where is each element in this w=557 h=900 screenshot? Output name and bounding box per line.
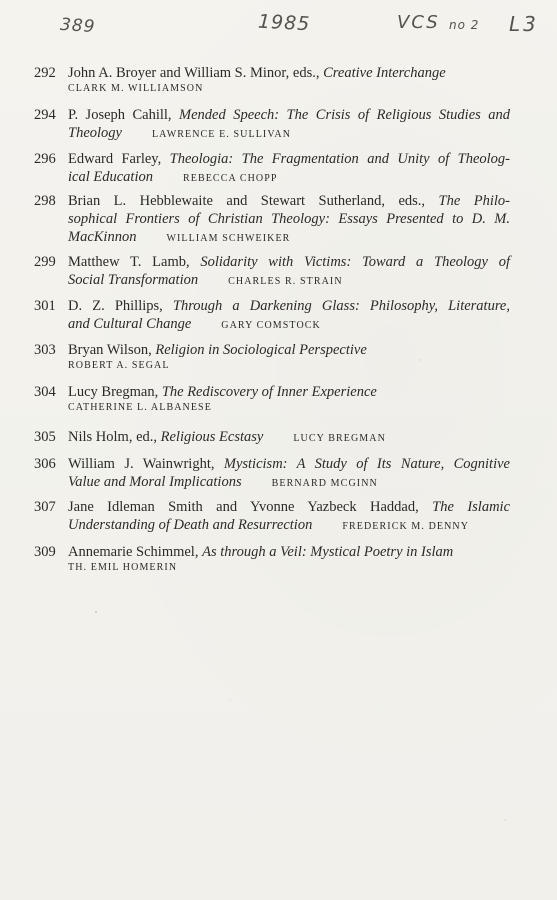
page-number: 292 bbox=[34, 65, 56, 81]
citation-line bbox=[68, 150, 510, 168]
book-title: Through a Darkening Glass: Philosophy, Literature, bbox=[172, 298, 510, 314]
book-title: Mysticism: A Study of Its Nature, Cognitive bbox=[223, 456, 510, 472]
citation-line bbox=[68, 192, 510, 210]
reviewer-name: GARY COMSTOCK bbox=[221, 320, 321, 331]
handwritten-note: VCS bbox=[397, 12, 440, 33]
book-title-continued: ical Education bbox=[68, 169, 153, 185]
citation-line bbox=[68, 543, 510, 561]
citation-line bbox=[68, 124, 510, 144]
page-number: 303 bbox=[34, 342, 56, 358]
reviewer-name: LAWRENCE E. SULLIVAN bbox=[151, 129, 292, 140]
page-number: 307 bbox=[34, 499, 56, 515]
reviewer-name: CLARK M. WILLIAMSON bbox=[68, 83, 204, 94]
page-number: 296 bbox=[34, 151, 56, 167]
reviewer-name: ROBERT A. SEGAL bbox=[68, 360, 170, 371]
reviewer-name: CATHERINE L. ALBANESE bbox=[68, 402, 212, 413]
book-title-continued: and Cultural Change bbox=[68, 316, 192, 332]
book-title: Religious Ecstasy bbox=[160, 429, 264, 445]
book-title: Religion in Sociological Perspective bbox=[155, 342, 367, 358]
book-author: Matthew T. Lamb, bbox=[68, 254, 190, 270]
book-title-continued: Value and Moral Implications bbox=[68, 474, 242, 490]
citation-line bbox=[68, 455, 510, 473]
book-author: William J. Wainwright, bbox=[68, 456, 215, 472]
entry-text bbox=[68, 192, 510, 248]
book-author: Jane Idleman Smith and Yvonne Yazbeck Haddad, bbox=[68, 499, 419, 515]
reviewer-name: BERNARD MCGINN bbox=[271, 478, 378, 489]
citation-line bbox=[68, 428, 510, 448]
citation-line bbox=[68, 383, 510, 401]
entry-text bbox=[68, 150, 510, 188]
citation-line bbox=[68, 516, 510, 536]
handwritten-note: 389 bbox=[59, 14, 97, 38]
book-author: Edward Farley, bbox=[68, 151, 162, 167]
book-author: D. Z. Phillips, bbox=[68, 298, 163, 314]
handwritten-note: no 2 bbox=[449, 18, 480, 32]
entry-text bbox=[68, 428, 510, 448]
book-title-continued: Social Transformation bbox=[68, 272, 199, 288]
citation-line bbox=[68, 271, 510, 291]
entry-text bbox=[68, 106, 510, 144]
handwritten-note: L3 bbox=[509, 12, 539, 36]
citation-line bbox=[68, 498, 510, 516]
page-number: 299 bbox=[34, 254, 56, 270]
book-title-continued: Understanding of Death and Resurrection bbox=[68, 517, 313, 533]
book-author: Nils Holm, ed., bbox=[68, 429, 158, 445]
page-number: 294 bbox=[34, 107, 56, 123]
citation-line bbox=[68, 106, 510, 124]
citation-line bbox=[68, 315, 510, 335]
book-title: Mended Speech: The Crisis of Religious Studies and bbox=[179, 107, 510, 123]
page-number: 306 bbox=[34, 456, 56, 472]
citation-line bbox=[68, 168, 510, 188]
reviewer-name: FREDERICK M. DENNY bbox=[342, 521, 470, 532]
book-title-continued: sophical Frontiers of Christian Theology: Essays Presented to D. M. bbox=[68, 211, 510, 227]
book-author: Lucy Bregman, bbox=[68, 384, 159, 400]
page-number: 301 bbox=[34, 298, 56, 314]
book-author: Bryan Wilson, bbox=[68, 342, 152, 358]
reviewer-name: TH. EMIL HOMERIN bbox=[68, 562, 178, 573]
page-number: 305 bbox=[34, 429, 56, 445]
entry-text bbox=[68, 297, 510, 335]
book-title-continued: Theology bbox=[68, 125, 122, 141]
reviewer-name: REBECCA CHOPP bbox=[182, 173, 278, 184]
book-author: Annemarie Schimmel, bbox=[68, 544, 199, 560]
citation-line bbox=[68, 473, 510, 493]
book-title: The Rediscovery of Inner Experience bbox=[161, 384, 377, 400]
page-number: 304 bbox=[34, 384, 56, 400]
entry-text bbox=[68, 498, 510, 536]
reviewer-name: WILLIAM SCHWEIKER bbox=[166, 233, 291, 244]
handwritten-annotations bbox=[0, 6, 557, 46]
book-title: Theologia: The Fragmentation and Unity of Theolog- bbox=[169, 151, 510, 167]
page-number: 309 bbox=[34, 544, 56, 560]
entry-text bbox=[68, 543, 510, 575]
entry-text bbox=[68, 383, 510, 415]
book-title: As through a Veil: Mystical Poetry in Islam bbox=[202, 544, 454, 560]
entry-text bbox=[68, 455, 510, 493]
entry-text bbox=[68, 341, 510, 373]
citation-line bbox=[68, 341, 510, 359]
page-number: 298 bbox=[34, 193, 56, 209]
book-title: The Islamic bbox=[432, 499, 511, 515]
book-author: Brian L. Hebblewaite and Stewart Sutherland, eds., bbox=[68, 193, 426, 209]
entry-text bbox=[68, 253, 510, 291]
reviewer-name: CHARLES R. STRAIN bbox=[228, 276, 343, 287]
handwritten-note: 1985 bbox=[257, 10, 311, 36]
book-title: Solidarity with Victims: Toward a Theology of bbox=[200, 254, 511, 270]
book-title: Creative Interchange bbox=[323, 65, 446, 81]
entry-text bbox=[68, 64, 510, 96]
book-title: The Philo- bbox=[438, 193, 510, 209]
citation-line bbox=[68, 64, 510, 82]
reviewer-name: LUCY BREGMAN bbox=[293, 433, 386, 444]
citation-line bbox=[68, 297, 510, 315]
book-author: John A. Broyer and William S. Minor, eds., bbox=[68, 65, 320, 81]
citation-line bbox=[68, 253, 510, 271]
book-author: P. Joseph Cahill, bbox=[68, 107, 172, 123]
citation-line bbox=[68, 228, 510, 248]
book-title-continued: MacKinnon bbox=[68, 229, 137, 245]
